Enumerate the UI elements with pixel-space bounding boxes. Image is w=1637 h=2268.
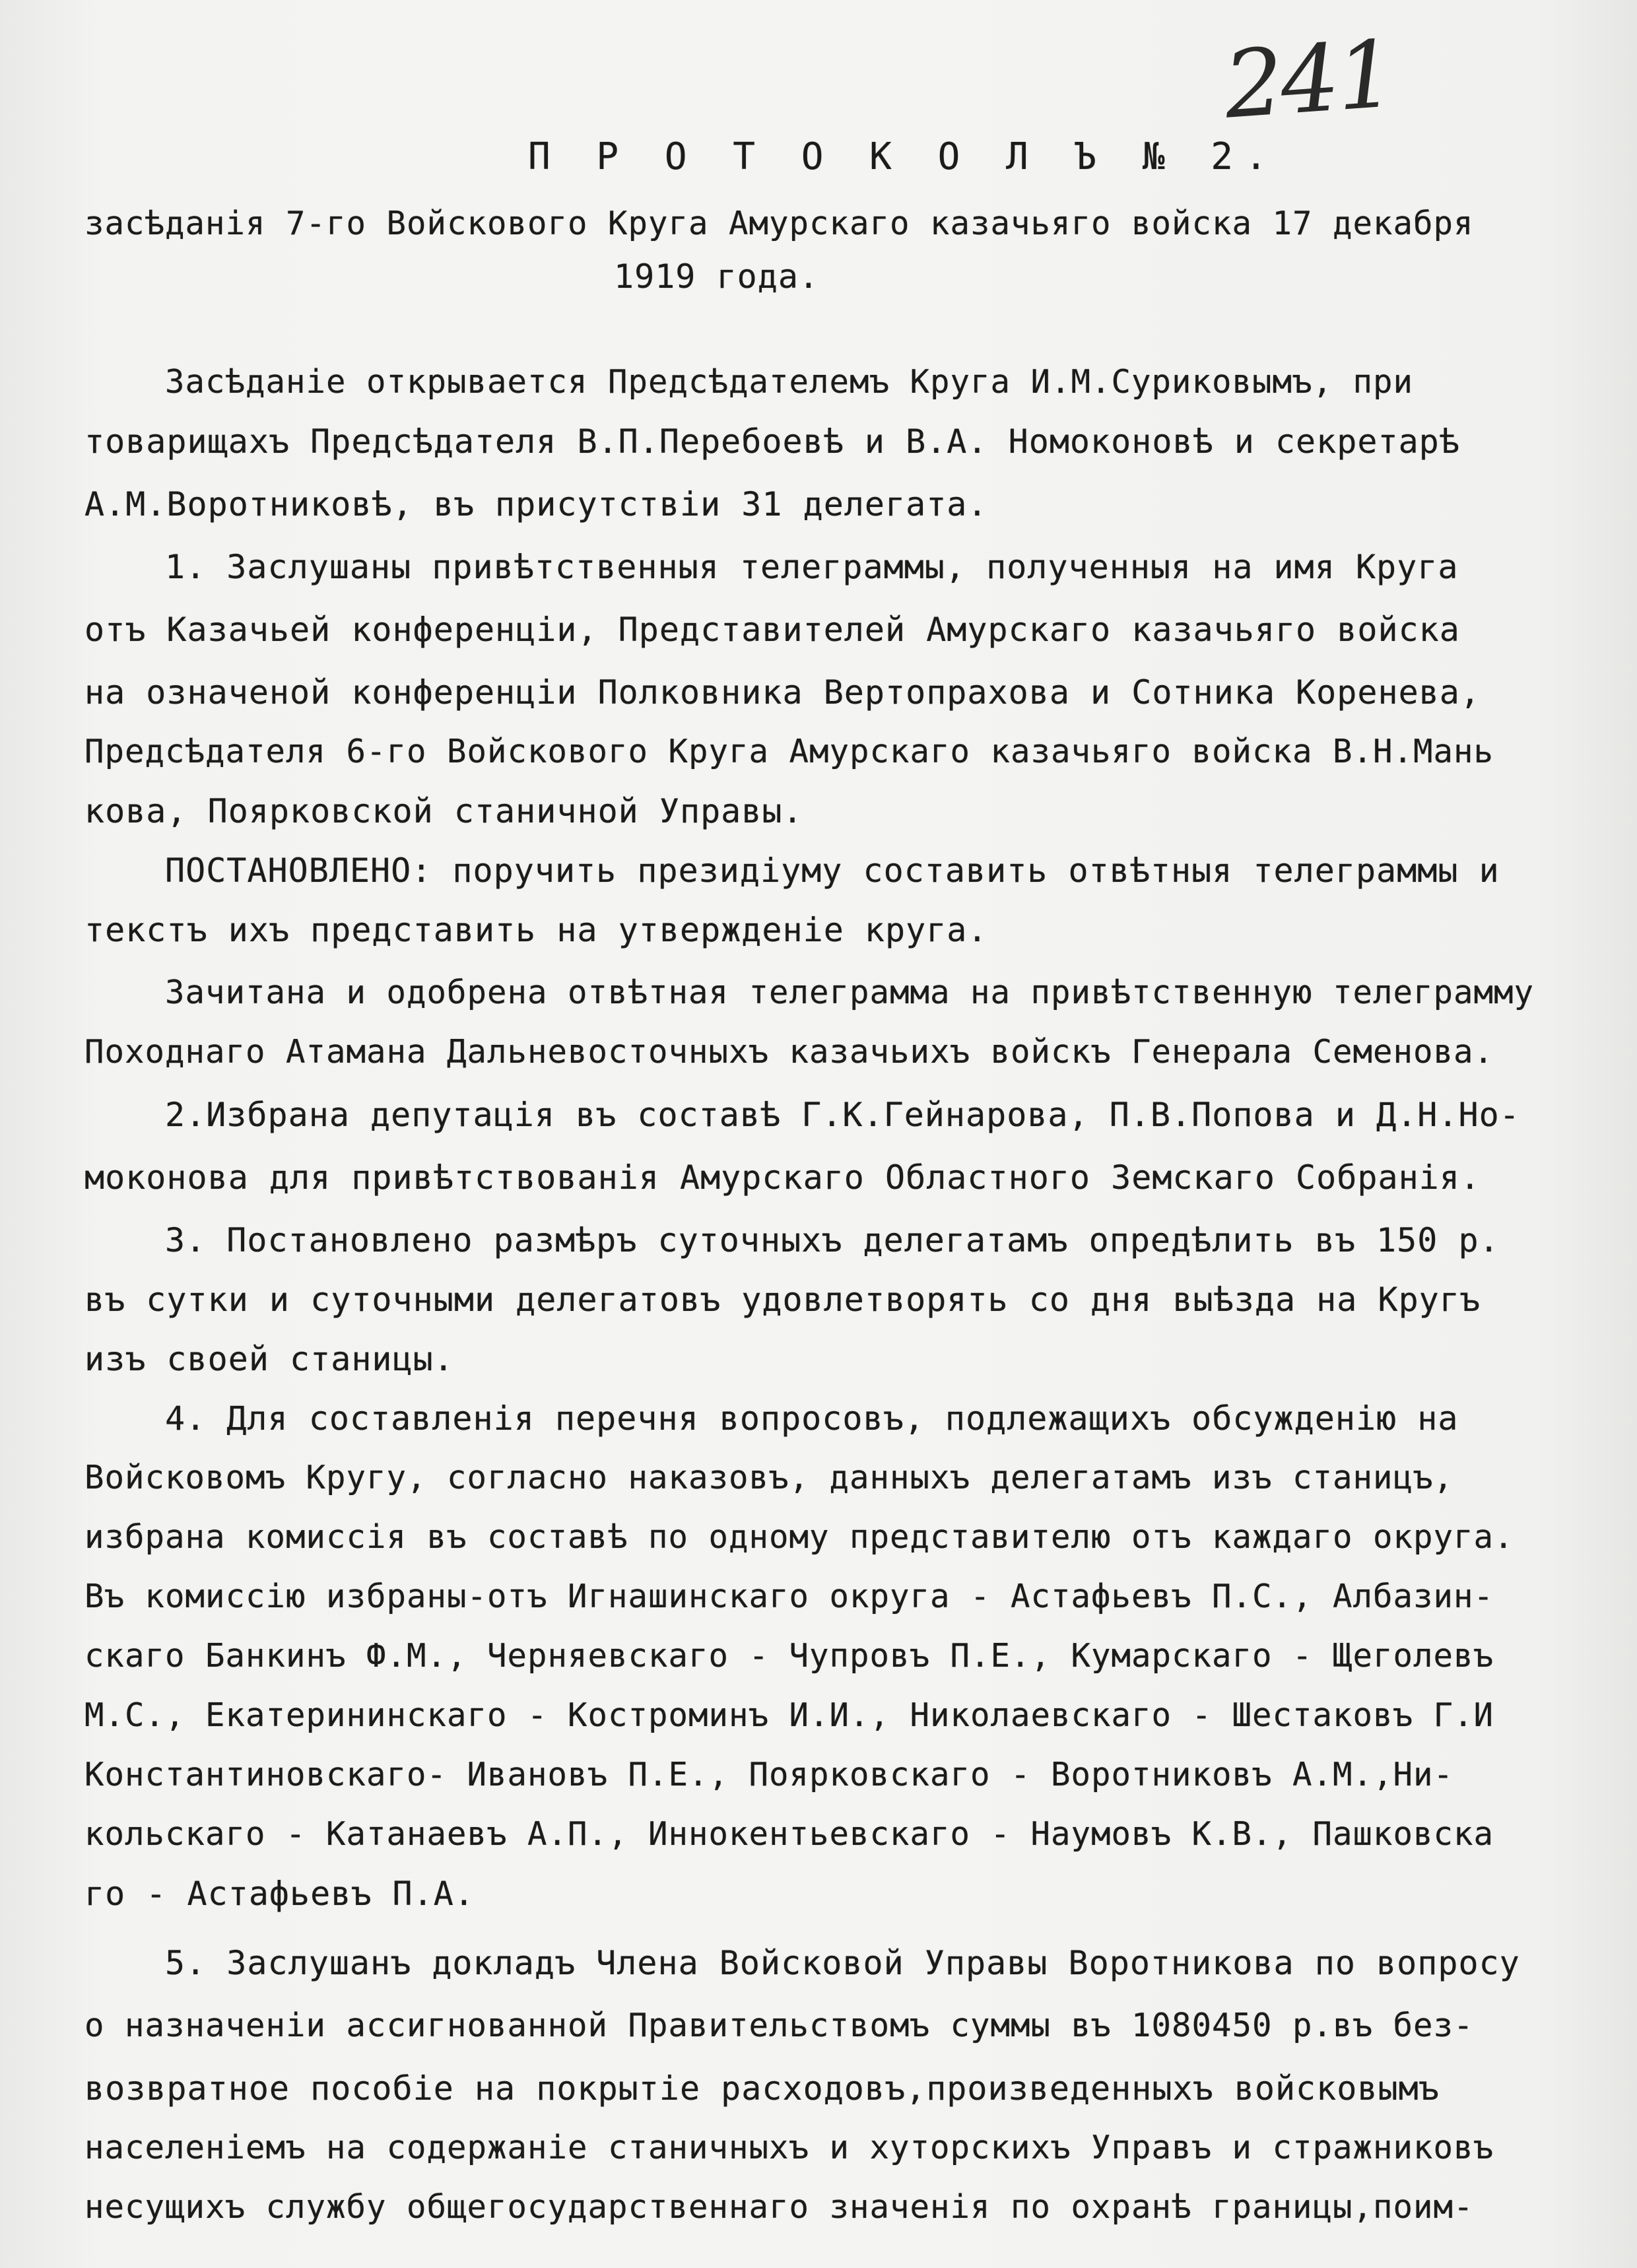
text-line: моконова для привѣтствованія Амурскаго Областного Земскаго Собранія. — [84, 1158, 1481, 1197]
text-line: засѣданія 7-го Войскового Круга Амурскаго казачьяго войска 17 декабря — [84, 205, 1474, 242]
text-line: 3. Постановлено размѣръ суточныхъ делегатамъ опредѣлить въ 150 р. — [165, 1221, 1500, 1259]
text-line: на означеной конференціи Полковника Вертопрахова и Сотника Коренева, — [84, 673, 1481, 712]
text-line: въ сутки и суточными делегатовъ удовлетворять со дня выѣзда на Кругъ — [84, 1281, 1481, 1319]
text-line: скаго Банкинъ Ф.М., Черняевскаго - Чупровъ П.Е., Кумарскаго - Щеголевъ — [84, 1637, 1494, 1675]
text-line: Въ комиссію избраны-отъ Игнашинскаго округа - Астафьевъ П.С., Албазин- — [84, 1578, 1494, 1615]
text-line: го - Астафьевъ П.А. — [84, 1875, 475, 1913]
text-line: текстъ ихъ представить на утвержденіе круга. — [84, 911, 988, 949]
text-line: 1919 года. — [614, 257, 820, 296]
text-line: 4. Для составленія перечня вопросовъ, подлежащихъ обсужденію на — [165, 1399, 1459, 1438]
text-line: кольскаго - Катанаевъ А.П., Иннокентьевскаго - Наумовъ К.В., Пашковска — [84, 1815, 1494, 1853]
text-line: 5. Заслушанъ докладъ Члена Войсковой Управы Воротникова по вопросу — [165, 1944, 1520, 1982]
text-line: отъ Казачьей конференціи, Представителей Амурскаго казачьяго войска — [84, 611, 1460, 649]
text-line: Константиновскаго- Ивановъ П.Е., Поярковскаго - Воротниковъ А.М.,Ни- — [84, 1756, 1454, 1793]
text-line: ПОСТАНОВЛЕНО: поручить президіуму составить отвѣтныя телеграммы и — [165, 851, 1500, 890]
text-line: Засѣданіе открывается Предсѣдателемъ Круга И.М.Суриковымъ, при — [165, 363, 1414, 401]
text-line: Предсѣдателя 6-го Войскового Круга Амурскаго казачьяго войска В.Н.Мань — [84, 733, 1494, 770]
document-title: П Р О Т О К О Л Ъ № 2. — [528, 135, 1279, 178]
text-line: населеніемъ на содержаніе станичныхъ и хуторскихъ Управъ и стражниковъ — [84, 2129, 1494, 2166]
folio-number: 241 — [1220, 20, 1397, 140]
text-line: 2.Избрана депутація въ составѣ Г.К.Гейнарова, П.В.Попова и Д.Н.Но- — [165, 1096, 1520, 1134]
text-line: изъ своей станицы. — [84, 1340, 454, 1378]
text-line: Походнаго Атамана Дальневосточныхъ казачьихъ войскъ Генерала Семенова. — [84, 1033, 1494, 1071]
text-line: кова, Поярковской станичной Управы. — [84, 792, 803, 830]
text-line: Зачитана и одобрена отвѣтная телеграмма на привѣтственную телеграмму — [165, 974, 1535, 1011]
text-line: возвратное пособіе на покрытіе расходовъ,произведенныхъ войсковымъ — [84, 2069, 1440, 2108]
text-line: несущихъ службу общегосударственнаго значенія по охранѣ границы,поим- — [84, 2188, 1474, 2226]
text-line: 1. Заслушаны привѣтственныя телеграммы, полученныя на имя Круга — [165, 548, 1459, 586]
text-line: М.С., Екатерининскаго - Костроминъ И.И., Николаевскаго - Шестаковъ Г.И — [84, 1696, 1494, 1734]
text-line: избрана комиссія въ составѣ по одному представителю отъ каждаго округа. — [84, 1518, 1514, 1556]
text-line: А.М.Воротниковѣ, въ присутствіи 31 делегата. — [84, 485, 988, 523]
text-line: товарищахъ Предсѣдателя В.П.Перебоевѣ и В.А. Номоконовѣ и секретарѣ — [84, 422, 1460, 461]
text-line: о назначеніи ассигнованной Правительствомъ суммы въ 1080450 р.въ без- — [84, 2007, 1474, 2044]
text-line: Войсковомъ Кругу, согласно наказовъ, данныхъ делегатамъ изъ станицъ, — [84, 1459, 1454, 1496]
